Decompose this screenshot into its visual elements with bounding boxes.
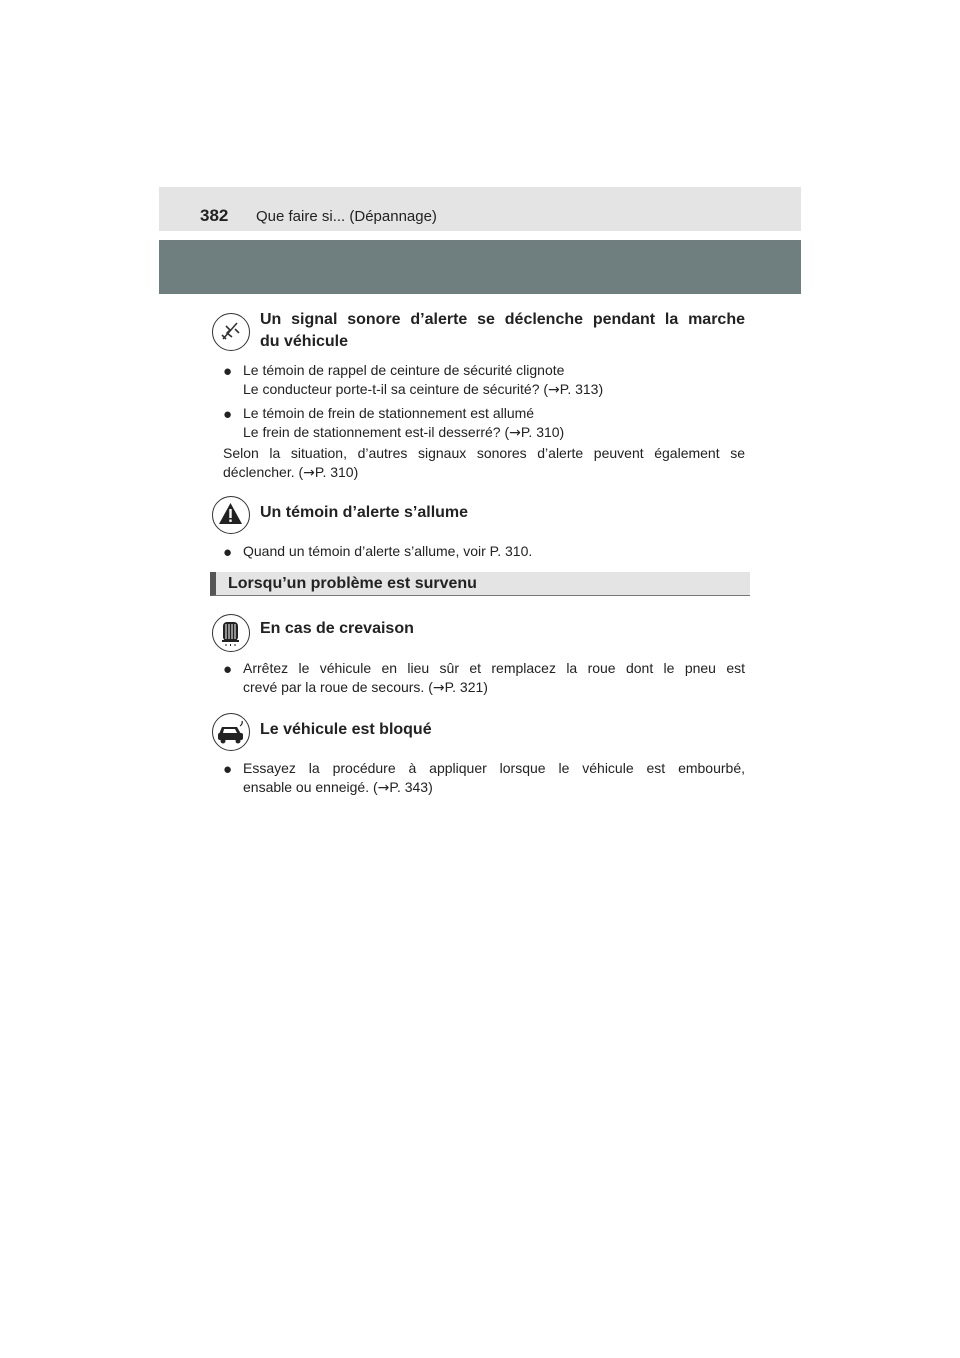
bullet-line: Quand un témoin d’alerte s’allume, voir P. 310. [243, 543, 533, 559]
arrow-icon: → [509, 425, 521, 441]
bullet-icon: ● [223, 544, 233, 561]
list-item [223, 759, 745, 798]
flat-tire-icon [212, 614, 250, 652]
note-line: Selon la situation, d’autres signaux sonores d’alerte peuvent également se [223, 445, 745, 461]
stuck-car-icon [212, 713, 250, 751]
section-header-bar [210, 572, 750, 596]
page-number: 382 [200, 206, 229, 225]
arrow-icon: → [377, 780, 390, 796]
bullet-icon: ● [223, 661, 233, 678]
arrow-icon: → [432, 680, 445, 696]
list-item [223, 542, 745, 561]
bullet-line-ref: Le frein de stationnement est-il desserré? (→P. 310) [243, 424, 565, 441]
header-dark-band [159, 240, 801, 294]
bullet-line: Essayez la procédure à appliquer lorsque le véhicule est embourbé, [243, 760, 745, 776]
heading-flat-tire: En cas de crevaison [260, 620, 414, 637]
bullet-line: Arrêtez le véhicule en lieu sûr et remplacez la roue dont le pneu est [243, 660, 745, 676]
bullet-line-ref: ensable ou enneigé. (→P. 343) [243, 779, 433, 796]
bullet-icon: ● [223, 363, 233, 380]
section-title: Lorsqu’un problème est survenu [228, 575, 477, 592]
bullet-line-ref: Le conducteur porte-t-il sa ceinture de sécurité? (→P. 313) [243, 381, 604, 398]
arrow-icon: → [548, 382, 560, 398]
bullet-icon: ● [223, 761, 233, 778]
bullet-line-ref: crevé par la roue de secours. (→P. 321) [243, 679, 488, 696]
list-item [223, 361, 745, 400]
list-item [223, 404, 745, 443]
heading-buzzer-line2: du véhicule [260, 333, 349, 350]
heading-buzzer-line1: Un signal sonore d’alerte se déclenche pendant la marche [260, 311, 745, 328]
bullet-line: Le témoin de frein de stationnement est allumé [243, 405, 535, 421]
note-line-ref: déclencher. (→P. 310) [223, 464, 359, 481]
chapter-title: Que faire si... (Dépannage) [256, 208, 437, 225]
bullet-line: Le témoin de rappel de ceinture de sécurité clignote [243, 362, 565, 378]
bullet-icon: ● [223, 406, 233, 423]
warning-triangle-icon [212, 496, 250, 534]
heading-stuck: Le véhicule est bloqué [260, 721, 432, 738]
heading-warning-light: Un témoin d’alerte s’allume [260, 504, 469, 521]
page-reference[interactable]: P. 313) [559, 381, 604, 397]
page-reference[interactable]: P. 343) [389, 779, 433, 795]
list-item [223, 659, 745, 698]
page-reference[interactable]: P. 321) [444, 679, 488, 695]
page-reference[interactable]: P. 310) [520, 424, 565, 440]
arrow-icon: → [303, 465, 315, 481]
buzzer-note [223, 444, 745, 483]
buzzer-sound-icon [212, 313, 250, 351]
page-reference[interactable]: P. 310) [314, 464, 359, 480]
